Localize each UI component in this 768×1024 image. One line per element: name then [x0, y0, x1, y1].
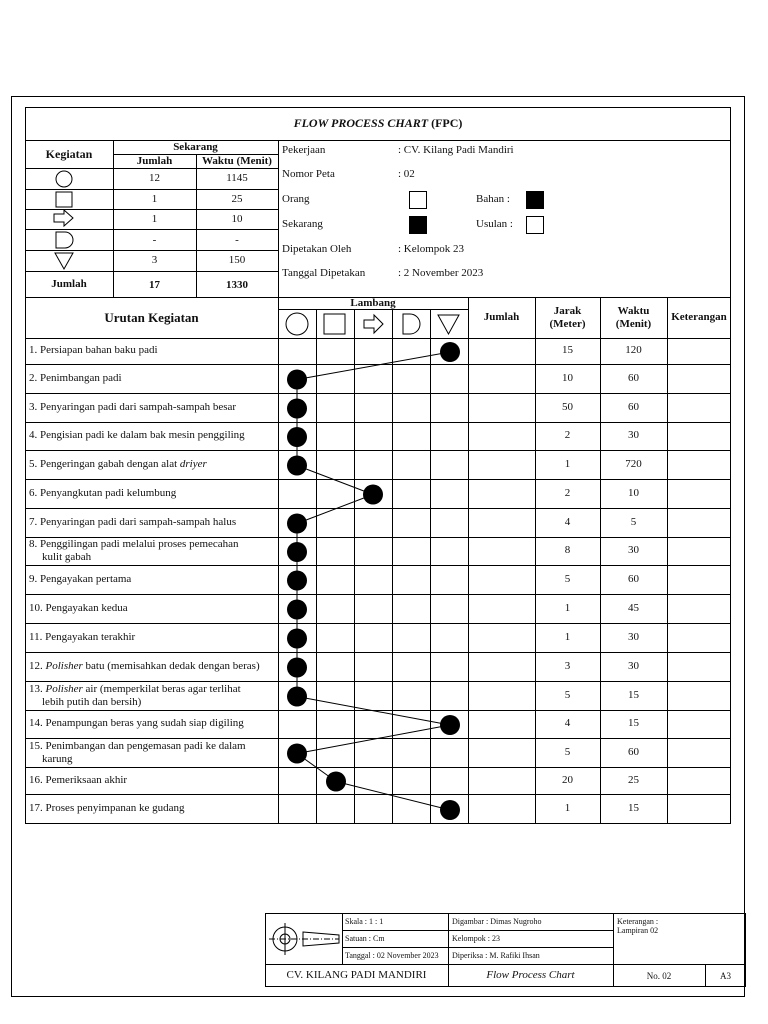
activity-name: 15. Penimbangan dan pengemasan padi ke dalam karung: [29, 739, 246, 765]
bahan-label: Bahan :: [476, 193, 510, 205]
flow-connector: [297, 495, 373, 524]
process-marker: [287, 744, 307, 764]
flow-connector: [336, 782, 450, 811]
urutan-header: Urutan Kegiatan: [104, 310, 199, 325]
activity-name: 10. Pengayakan kedua: [29, 601, 128, 614]
activity-jarak: 2: [564, 429, 571, 441]
nomor-value: : 02: [398, 168, 415, 180]
activity-jarak: 1: [564, 601, 571, 614]
activity-jarak: 10: [562, 371, 573, 384]
chart-title: FLOW PROCESS CHART (FPC): [293, 116, 463, 130]
pekerjaan-label: Pekerjaan: [282, 144, 326, 156]
summary-arrow-waktu: 10: [231, 213, 243, 225]
diperiksa-text: Diperiksa : M. Rafiki Ihsan: [452, 951, 540, 960]
flow-connector: [297, 697, 450, 726]
process-marker: [440, 342, 460, 362]
summary-circle-jumlah: 12: [149, 172, 160, 184]
activity-jarak: 50: [562, 400, 573, 413]
activity-waktu: 10: [628, 486, 639, 499]
activity-name: 6. Penyangkutan padi kelumbung: [29, 486, 177, 499]
process-marker: [440, 800, 460, 820]
tanggal-text: Tanggal : 02 November 2023: [345, 951, 439, 960]
process-marker: [287, 456, 307, 476]
usulan-label: Usulan :: [476, 218, 513, 230]
activity-jarak: 5: [564, 688, 571, 701]
keterangan-text: Keterangan :: [617, 917, 659, 926]
process-marker: [287, 600, 307, 620]
sekarang-info-label: Sekarang: [282, 218, 323, 230]
waktu-header-1: Waktu: [617, 305, 650, 317]
tanggal-label: Tanggal Dipetakan: [282, 267, 366, 279]
activity-jarak: 5: [564, 572, 571, 585]
activity-waktu: 25: [628, 773, 639, 786]
summary-square-waktu: 25: [231, 193, 243, 205]
summary-arrow-jumlah: 1: [151, 213, 158, 225]
summary-delay-waktu: -: [235, 234, 239, 246]
activity-waktu: 15: [628, 802, 639, 814]
activity-name: 9. Pengayakan pertama: [29, 572, 132, 585]
tanggal-value: : 2 November 2023: [398, 267, 484, 279]
flow-connector: [297, 352, 450, 380]
process-marker: [287, 427, 307, 447]
activity-name: 8. Penggilingan padi melalui proses pemecahan kulit gabah: [29, 538, 239, 563]
orang-label: Orang: [282, 193, 310, 205]
activity-waktu: 30: [628, 630, 639, 643]
activity-waktu: 720: [625, 457, 642, 470]
activity-name: 1. Persiapan bahan baku padi: [29, 344, 158, 356]
jumlah-col-header: Jumlah: [483, 311, 520, 323]
activity-waktu: 120: [625, 344, 642, 356]
activity-waktu: 60: [628, 745, 639, 758]
activity-jarak: 4: [564, 515, 571, 528]
summary-total-waktu: 1330: [226, 279, 248, 291]
activity-jarak: 20: [562, 773, 573, 786]
process-marker: [287, 629, 307, 649]
activity-jarak: 3: [564, 659, 571, 672]
pekerjaan-value: : CV. Kilang Padi Mandiri: [398, 144, 514, 156]
activity-jarak: 1: [564, 802, 571, 814]
activity-waktu: 60: [628, 400, 639, 413]
dipetakan-value: : Kelompok 23: [398, 243, 464, 255]
jumlah-header: Jumlah: [136, 155, 173, 167]
keterangan-header: Keterangan: [671, 311, 727, 323]
activity-waktu: 30: [628, 429, 639, 441]
document-number: No. 02: [646, 971, 672, 981]
kegiatan-label: Kegiatan: [45, 147, 93, 161]
activity-waktu: 15: [628, 717, 639, 729]
activity-name: 3. Penyaringan padi dari sampah-sampah besar: [29, 400, 237, 413]
process-marker: [287, 571, 307, 591]
satuan-text: Satuan : Cm: [345, 934, 385, 943]
process-marker: [440, 715, 460, 735]
activity-name: 7. Penyaringan padi dari sampah-sampah halus: [29, 515, 237, 528]
summary-delay-jumlah: -: [152, 234, 157, 246]
activity-waktu: 45: [628, 601, 639, 614]
process-marker: [287, 514, 307, 534]
skala-text: Skala : 1 : 1: [345, 917, 384, 926]
activity-name: 14. Penampungan beras yang sudah siap digiling: [29, 717, 244, 729]
activity-waktu: 60: [628, 371, 639, 384]
activity-name: 11. Pengayakan terakhir: [29, 630, 136, 643]
flow-connector: [297, 725, 450, 754]
activity-waktu: 60: [628, 572, 639, 585]
kelompok-text: Kelompok : 23: [452, 934, 500, 943]
process-marker: [287, 687, 307, 707]
activity-name: 12. Polisher batu (memisahkan dedak dengan beras): [29, 659, 260, 672]
activity-jarak: 5: [564, 745, 571, 758]
process-marker: [287, 399, 307, 419]
summary-circle-waktu: 1145: [226, 172, 248, 184]
activity-name: 2. Penimbangan padi: [29, 371, 122, 384]
activity-name: 16. Pemeriksaan akhir: [29, 773, 128, 786]
jarak-header-2: (Meter): [549, 318, 586, 330]
activity-jarak: 4: [564, 717, 571, 729]
activity-jarak: 8: [564, 544, 571, 556]
lampiran-text: Lampiran 02: [617, 926, 659, 935]
activity-jarak: 1: [564, 630, 571, 643]
summary-total-jumlah: 17: [149, 279, 160, 291]
waktu-header: Waktu (Menit): [202, 155, 272, 167]
flow-connector: [297, 466, 373, 495]
summary-triangle-waktu: 150: [228, 254, 246, 266]
nomor-label: Nomor Peta: [282, 168, 335, 180]
activity-waktu: 30: [628, 659, 639, 672]
activity-name: 4. Pengisian padi ke dalam bak mesin penggiling: [29, 429, 245, 441]
jarak-header-1: Jarak: [553, 305, 582, 317]
lambang-header: Lambang: [350, 297, 396, 309]
dipetakan-label: Dipetakan Oleh: [282, 243, 352, 255]
sekarang-label: Sekarang: [173, 141, 218, 153]
activity-name: 5. Pengeringan gabah dengan alat driyer: [29, 457, 207, 470]
projection-symbol: [265, 913, 342, 964]
process-marker: [363, 485, 383, 505]
activity-waktu: 15: [628, 688, 639, 701]
company-name: CV. KILANG PADI MANDIRI: [286, 969, 427, 981]
process-marker: [287, 542, 307, 562]
summary-square-jumlah: 1: [151, 193, 158, 205]
activity-waktu: 30: [628, 544, 639, 556]
activity-name: 17. Proses penyimpanan ke gudang: [29, 802, 185, 814]
paper-size: A3: [720, 971, 731, 981]
activity-jarak: 1: [564, 457, 571, 470]
document-title: Flow Process Chart: [486, 969, 575, 981]
digambar-text: Digambar : Dimas Nugroho: [452, 917, 542, 926]
waktu-header-2: (Menit): [615, 318, 652, 330]
activity-jarak: 15: [562, 344, 573, 356]
process-marker: [287, 370, 307, 390]
activity-name: 13. Polisher air (memperkilat beras agar terlihat lebih putih dan bersih): [29, 682, 241, 708]
activity-waktu: 5: [630, 515, 637, 528]
process-marker: [326, 772, 346, 792]
summary-total-label: Jumlah: [51, 278, 87, 290]
process-marker: [287, 658, 307, 678]
summary-triangle-jumlah: 3: [151, 254, 158, 266]
activity-jarak: 2: [564, 486, 571, 499]
